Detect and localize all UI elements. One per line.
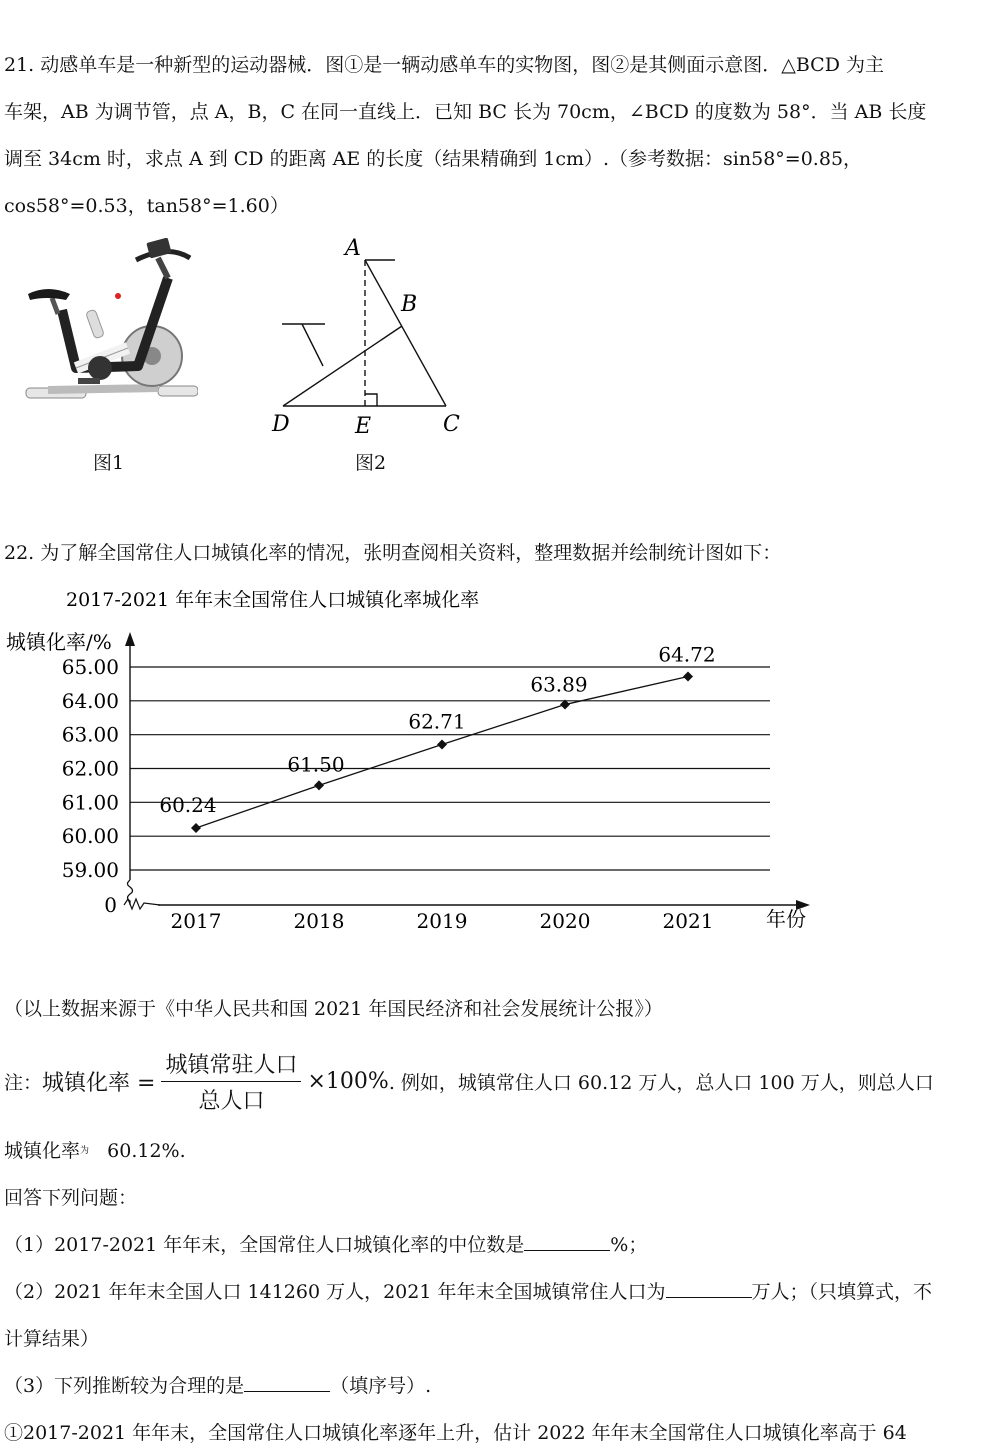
formula-lhs: 城镇化率 = [42, 1070, 156, 1096]
q21-line-1: 21. 动感单车是一种新型的运动器械．图①是一辆动感单车的实物图，图②是其侧面示意图．△BCD 为主 [4, 54, 884, 76]
y-axis-break [128, 880, 133, 905]
data-point [437, 739, 447, 749]
part2-line-2: 计算结果） [4, 1328, 100, 1350]
x-tick-label: 2021 [662, 909, 714, 933]
data-point [191, 823, 201, 833]
data-label: 63.89 [530, 672, 588, 697]
y-tick-label: 64.00 [61, 688, 119, 713]
segment-DB [283, 326, 402, 406]
part1-text-a: （1）2017-2021 年年末，全国常住人口城镇化率的中位数是 [4, 1234, 525, 1256]
note-line-2 [4, 1138, 186, 1164]
part2-text-b: 万人；（只填算式，不 [751, 1281, 933, 1303]
figure-2-caption: 图2 [355, 452, 387, 474]
label-B: B [401, 292, 418, 317]
right-angle-mark [365, 394, 377, 406]
part2-text-a: （2）2021 年年末全国人口 141260 万人，2021 年年末全国城镇常住人口为 [4, 1281, 666, 1303]
figure-1-exercise-bike [18, 238, 198, 418]
label-E: E [355, 414, 372, 439]
part1-text-b: %； [610, 1234, 648, 1256]
x-tick-label: 2020 [539, 909, 591, 933]
data-label: 62.71 [408, 709, 466, 734]
seat-post [302, 324, 323, 366]
q22-intro: 22. 为了解全国常住人口城镇化率的情况，张明查阅相关资料，整理数据并绘制统计图如下： [4, 542, 782, 564]
q22-source: （以上数据来源于《中华人民共和国 2021 年国民经济和社会发展统计公报》） [4, 998, 663, 1020]
data-label: 64.72 [658, 642, 716, 667]
label-C: C [443, 412, 460, 437]
part1-answer-blank[interactable] [524, 1232, 610, 1251]
answer-prompt: 回答下列问题： [4, 1187, 138, 1209]
label-D: D [272, 412, 290, 437]
q21-line-2: 车架，AB 为调节管，点 A，B，C 在同一直线上．已知 BC 长为 70cm，∠BCD 的度数为 58°．当 AB 长度 [4, 101, 927, 123]
data-point [314, 780, 324, 790]
formula-denominator: 总人口 [198, 1088, 265, 1114]
data-label: 60.24 [159, 793, 217, 818]
note-rest: . 例如，城镇常住人口 60.12 万人，总人口 100 万人，则总人口 [388, 1071, 934, 1094]
q21-line-3: 调至 34cm 时，求点 A 到 CD 的距离 AE 的长度（结果精确到 1cm）.（参考数据：sin58°=0.85， [4, 148, 863, 170]
data-label: 61.50 [287, 752, 345, 777]
chart-title: 2017-2021 年年末全国常住人口城镇化率城化率 [66, 589, 480, 611]
x-tick-label: 2018 [293, 909, 345, 933]
formula-times: ×100% [307, 1068, 389, 1094]
q21-line-4: cos58°=0.53，tan58°=1.60） [4, 195, 289, 217]
part3-text-b: （填序号）. [330, 1375, 432, 1397]
part3-text-a: （3）下列推断较为合理的是 [4, 1375, 245, 1397]
y-axis-arrow [125, 632, 135, 646]
x-tick-label: 2017 [170, 909, 222, 933]
y-tick-label: 62.00 [61, 756, 119, 781]
segment-AC [365, 260, 446, 406]
note-line2-b: 60.12%. [107, 1140, 186, 1162]
urbanization-formula [4, 1048, 934, 1114]
y-tick-label: 61.00 [61, 790, 119, 815]
x-axis-label: 年份 [766, 907, 806, 931]
y-tick-label: 59.00 [61, 858, 119, 882]
x-tick-label: 2019 [416, 909, 468, 933]
note-line2-sup: 为 [80, 1146, 90, 1156]
note-line2-a: 城镇化率 [4, 1140, 81, 1162]
formula-numerator: 城镇常驻人口 [161, 1048, 301, 1082]
question-part-2 [4, 1279, 932, 1305]
y-axis-label: 城镇化率/% [6, 630, 112, 654]
part3-option-1: ①2017-2021 年年末，全国常住人口城镇化率逐年上升，估计 2022 年年末全国常住人口城镇化率高于 64 [4, 1422, 907, 1444]
y-tick-label: 65.00 [61, 655, 119, 679]
note-prefix: 注： [4, 1071, 43, 1094]
part2-answer-blank[interactable] [666, 1279, 752, 1298]
figure-1-caption: 图1 [93, 452, 125, 474]
part3-answer-blank[interactable] [244, 1373, 330, 1392]
y-tick-label: 63.00 [61, 722, 119, 747]
origin-label: 0 [104, 893, 117, 917]
y-tick-label: 60.00 [61, 824, 119, 849]
urbanization-line-chart [0, 580, 840, 940]
data-point [683, 671, 693, 681]
question-part-1 [4, 1232, 647, 1258]
formula-fraction [161, 1048, 301, 1115]
question-part-3 [4, 1373, 431, 1399]
figure-2-geometry-diagram [265, 230, 475, 445]
label-A: A [345, 236, 361, 261]
series-line [196, 676, 688, 828]
